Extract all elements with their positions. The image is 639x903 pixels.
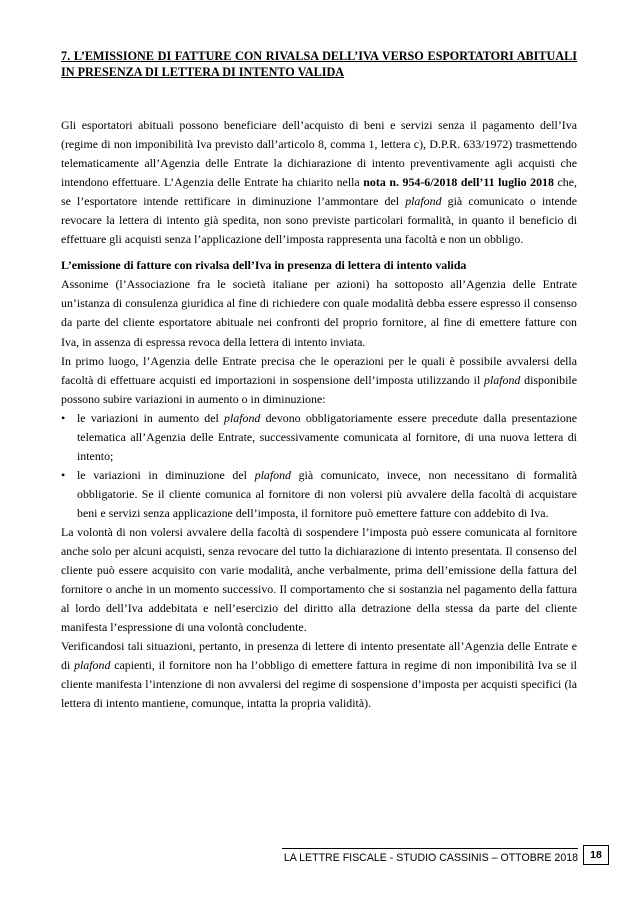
intro-text-3: già comunicato o intende revocare la lettera di intento già spedita, non sono previste particolari formalità, in quanto il beneficio di effettuare gli acquisti senza l’applicazione dell’imposta rappresenta una facoltà e non un obbligo. <box>61 194 577 247</box>
bullet-dot-icon: • <box>61 467 66 482</box>
bullet-dot-icon: • <box>61 410 66 425</box>
bullet1-text-1: le variazioni in aumento del <box>77 410 225 425</box>
assonime-paragraph: Assonime (l’Associazione fra le società italiane per azioni) ha sottoposto all’Agenzia delle Entrate un’istanza di consulenza giuridica al fine di richiedere con quale modalità debba essere espresso il consenso da parte del cliente esportatore abituale nei confronti del proprio fornitore, al fine di emettere fatture con Iva, in assenza di espressa revoca della lettera di intento inviata. <box>61 277 577 349</box>
plafond-term: plafond <box>74 658 111 673</box>
section-number: 7. <box>61 49 71 63</box>
primo-text-1: In primo luogo, l’Agenzia delle Entrate precisa che le operazioni per le quali è possibile avvalersi della facoltà di effettuare acquisti ed importazioni in sospensione dell’imposta utilizzando il <box>61 353 577 387</box>
plafond-term: plafond <box>224 410 261 425</box>
note-reference: nota n. 954-6/2018 dell’11 luglio 2018 <box>363 175 554 190</box>
document-page <box>61 48 577 713</box>
variations-list <box>61 409 577 523</box>
volonta-paragraph: La volontà di non volersi avvalere della facoltà di sospendere l’imposta può essere comunicata al fornitore anche solo per alcuni acquisti, senza revocare del tutto la dichiarazione di intento presentata. Il consenso del cliente può essere acquisito con varie modalità, anche verbalmente, prima dell’emissione della fattura del fornitore o anche in un momento successivo. Il comportamento che si sostanzia nel pagamento della fattura al lordo dell’Iva addebitata e nell’esercizio del diritto alla detrazione della stessa da parte del cliente manifesta l’espressione di una volontà concludente. <box>61 524 577 635</box>
bullet2-text-2: già comunicato, invece, non necessitano di formalità obbligatorie. Se il cliente comunica al fornitore di non volersi più avvalere della facoltà di acquistare beni e servizi senza applicazione dell’imposta, il fornitore può emettere fatture con addebito di Iva. <box>77 467 577 520</box>
primo-text-2: disponibile possono subire variazioni in aumento o in diminuzione: <box>61 372 577 406</box>
list-item <box>61 409 577 466</box>
page-number: 18 <box>583 845 609 865</box>
section-title-text: L’EMISSIONE DI FATTURE CON RIVALSA DELL’IVA VERSO ESPORTATORI ABITUALI IN PRESENZA DI LETTERA DI INTENTO VALIDA <box>61 49 577 79</box>
section-title <box>61 48 577 80</box>
bullet2-text-1: le variazioni in diminuzione del <box>77 467 255 482</box>
intro-text-1: Gli esportatori abituali possono beneficiare dell’acquisto di beni e servizi senza il pagamento dell’Iva (regime di non imponibilità Iva previsto dall’articolo 8, comma 1, lettera c), D.P.R. 633/1972) trasmettendo telematicamente all’Agenzia delle Entrate la dichiarazione di intento preventivamente agli acquisti che intendono effettuare. L’Agenzia delle Entrate ha chiarito nella <box>61 118 577 190</box>
verif-text-2: capienti, il fornitore non ha l’obbligo di emettere fattura in regime di non imponibilità Iva se il cliente manifesta l’intenzione di non avvalersi del regime di sospensione d’imposta per acquisti specifici (la lettera di intento mantiene, comunque, intatta la propria validità). <box>61 658 577 711</box>
verificandosi-paragraph <box>61 637 577 713</box>
list-item <box>61 466 577 523</box>
bullet1-text-2: devono obbligatoriamente essere precedute dalla presentazione telematica all’Agenzia delle Entrate, successivamente comunicata al fornitore, di una nuova lettera di intento; <box>77 410 578 463</box>
primo-luogo-paragraph <box>61 352 577 409</box>
intro-text-2: che, se l’esportatore intende rettificare in diminuzione l’ammontare del <box>61 175 577 209</box>
plafond-term: plafond <box>254 467 291 482</box>
subheading: L’emissione di fatture con rivalsa dell’Iva in presenza di lettera di intento valida <box>61 258 467 273</box>
verif-text-1: Verificandosi tali situazioni, pertanto, in presenza di lettere di intento presentate all’Agenzia delle Entrate e di <box>61 639 577 673</box>
intro-paragraph <box>61 116 577 249</box>
page-footer: LA LETTRE FISCALE - STUDIO CASSINIS – OTTOBRE 2018 <box>282 848 578 864</box>
plafond-term: plafond <box>484 372 521 387</box>
plafond-term: plafond <box>405 194 442 209</box>
